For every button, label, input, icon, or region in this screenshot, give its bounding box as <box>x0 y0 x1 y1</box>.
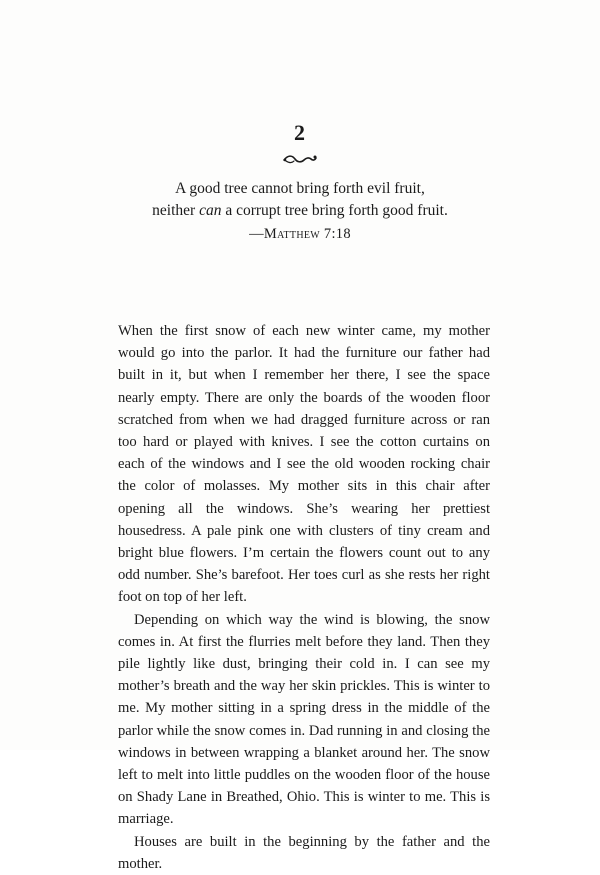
epigraph-line-2-end: a corrupt tree bring forth good fruit. <box>221 202 448 219</box>
paragraph-2: Depending on which way the wind is blowing, the snow comes in. At first the flurries melt before they land. Then they pile lightly like dust, bringing their cold in. I can see my mother’s breath and the way her skin prickles. This is winter to me. My mother sitting in a spring dress in the middle of the parlor while the snow comes in. Dad running in and closing the windows in between wrapping a blanket around her. The snow left to melt into little puddles on the wooden floor of the house on Shady Lane in Breathed, Ohio. This is winter to me. This is marriage. <box>118 611 490 828</box>
chapter-body <box>118 320 490 875</box>
attribution-dash: — <box>249 226 264 242</box>
paragraph-1: When the first snow of each new winter came, my mother would go into the parlor. It had the furniture our father had built in it, but when I remember her there, I see the space nearly empty. There are only the boards of the wooden floor scratched from when we had dragged furniture across or ran too hard or played with knives. I see the cotton curtains on each of the windows and I see the old wooden rocking chair the color of molasses. My mother sits in this chair after opening all the windows. She’s wearing her prettiest housedress. A pale pink one with clusters of tiny cream and bright blue flowers. I’m certain the flowers count out to any odd number. She’s barefoot. Her toes curl as she rests her right foot on top of her left. <box>118 323 490 606</box>
attribution-reference: 7:18 <box>320 226 351 242</box>
epigraph-attribution <box>0 226 600 243</box>
chapter-number: 2 <box>294 120 306 145</box>
epigraph-line-2 <box>0 200 600 222</box>
epigraph-line-2-start: neither <box>152 202 200 219</box>
epigraph-italic-word: can <box>199 202 222 219</box>
epigraph <box>0 178 600 222</box>
attribution-name: Matthew <box>263 226 320 242</box>
epigraph-line-1: A good tree cannot bring forth evil fruit, <box>175 180 425 197</box>
paragraph-3: Houses are built in the beginning by the father and the mother. <box>118 833 490 872</box>
flourish-ornament-icon <box>282 151 318 167</box>
